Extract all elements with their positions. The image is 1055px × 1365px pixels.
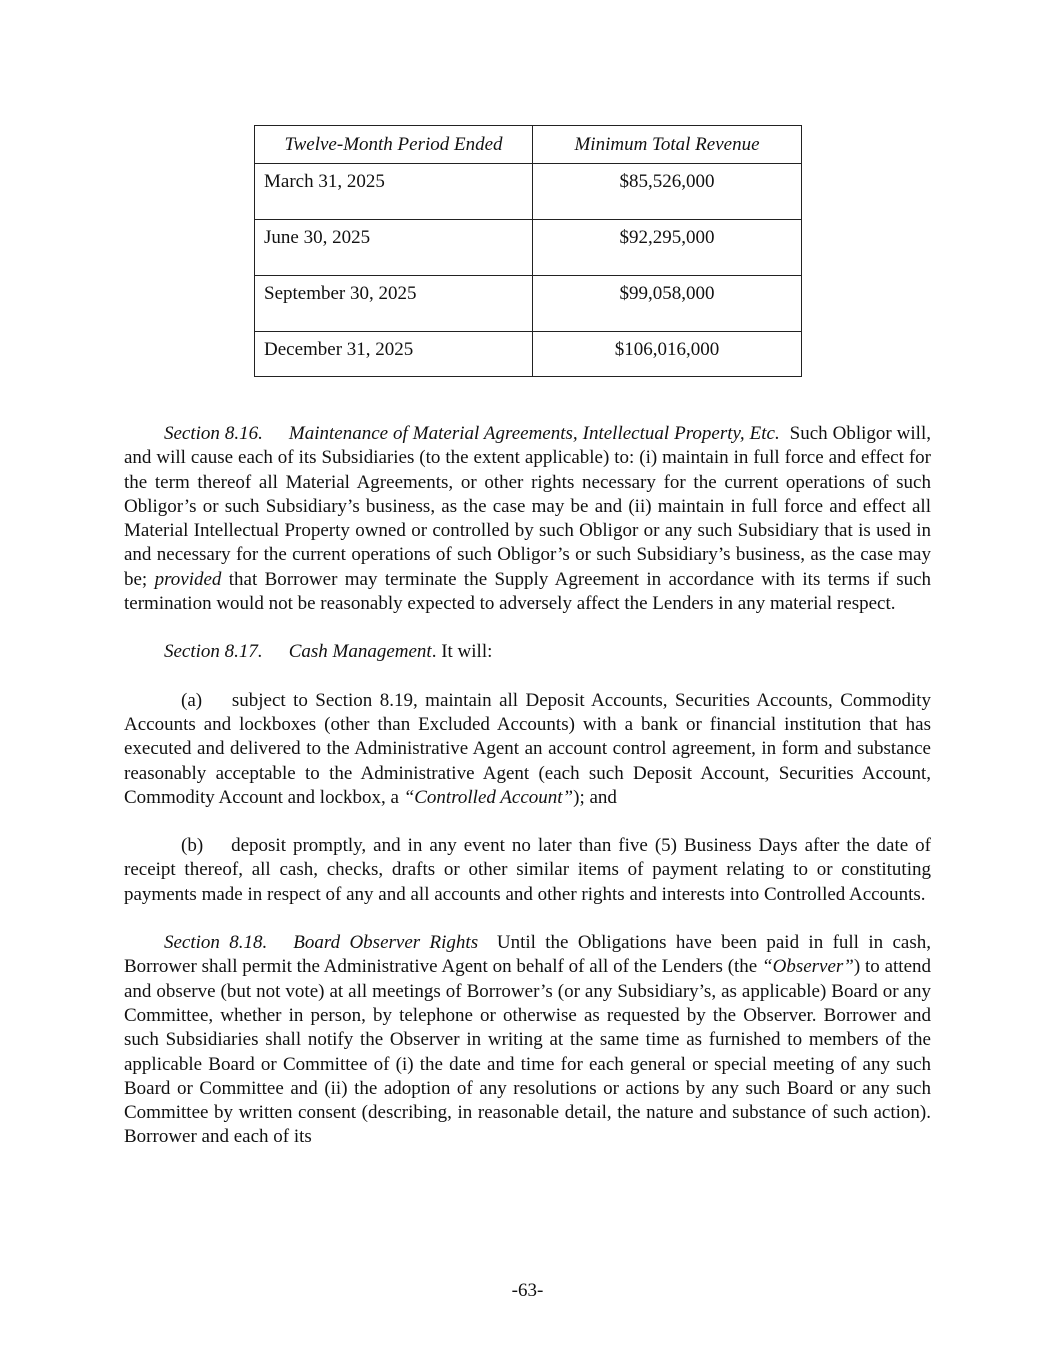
clause-label: (a) (181, 689, 203, 711)
table-row (255, 276, 802, 332)
table-row (255, 220, 802, 276)
revenue-cell: $92,295,000 (533, 220, 802, 276)
defined-term: “Controlled Account” (403, 786, 574, 808)
period-cell: March 31, 2025 (255, 164, 533, 220)
column-header-period: Twelve-Month Period Ended (255, 126, 533, 164)
section-title: Board Observer Rights (293, 932, 479, 954)
clause-text: deposit promptly, and in any event no later than five (5) Business Days after the date of receipt thereof, all cash, checks, drafts or other similar items of payment relating to or constituting payments made in respect of any and all accounts and other rights and interests into Controlled Accounts. (124, 835, 932, 905)
table-header-row (255, 126, 802, 164)
section-text-continued: ) to attend and observe (but not vote) at all meetings of Borrower’s (or any Subsidiary’s, as applicable) Board or any Committee, whether in person, by telephone or otherwise as requested by the Observer. Borrower and such Subsidiaries shall notify the Observer in writing at the same time as furnished to members of the applicable Board or Committee of (i) the date and time for each general or special meeting of any such Board or Committee and (ii) the adoption of any resolutions or actions by any such Board or any such Committee by written consent (describing, in reasonable detail, the nature and substance of such action). Borrower and each of its (124, 956, 931, 1148)
column-header-revenue: Minimum Total Revenue (533, 126, 802, 164)
section-number: Section 8.16. (164, 423, 263, 444)
clause-b (124, 834, 931, 907)
clause-label: (b) (181, 835, 204, 857)
document-body (124, 422, 931, 1174)
section-8-18 (124, 931, 931, 1150)
revenue-cell: $106,016,000 (533, 332, 802, 377)
section-text-continued: that Borrower may terminate the Supply Agreement in accordance with its terms if such termination would not be reasonably expected to adversely affect the Lenders in any material respect. (124, 568, 932, 615)
clause-a (124, 689, 931, 810)
section-text: Such Obligor will, and will cause each of its Subsidiaries (to the extent applicable) to: (i) maintain in full force and effect for the term thereof all Material Agreements, or other rights necessary for the current operations of such Obligor’s or such Subsidiary’s business, as the case may be and (ii) maintain in full force and effect all Material Intellectual Property owned or controlled by such Obligor or any such Subsidiary that is used in and necessary for the current operations of such Obligor’s or such Subsidiary’s business, as the case may be; (124, 423, 931, 590)
page-number: -63- (511, 1280, 544, 1301)
revenue-cell: $99,058,000 (533, 276, 802, 332)
section-intro: . It will: (431, 641, 493, 663)
clause-text: subject to Section 8.19, maintain all Deposit Accounts, Securities Accounts, Commodity Accounts and lockboxes (other than Excluded Accounts) with a bank or financial institution that has executed and delivered to the Administrative Agent an account control agreement, in form and substance reasonably acceptable to the Administrative Agent (each such Deposit Account, Securities Account, Commodity Account and lockbox, a (124, 689, 931, 808)
clause-end: ); and (573, 786, 617, 808)
provided-term: provided (154, 568, 222, 590)
section-title: Maintenance of Material Agreements, Intellectual Property, Etc. (288, 423, 780, 444)
section-number: Section 8.17. (164, 641, 263, 663)
section-title: Cash Management (288, 641, 432, 663)
revenue-cell: $85,526,000 (533, 164, 802, 220)
table-row (255, 332, 802, 377)
defined-term: “Observer” (762, 956, 854, 978)
minimum-revenue-table (254, 125, 802, 377)
period-cell: June 30, 2025 (255, 220, 533, 276)
section-text: Until the Obligations have been paid in full in cash, Borrower shall permit the Administrative Agent on behalf of all of the Lenders (the (124, 932, 931, 978)
period-cell: December 31, 2025 (255, 332, 533, 377)
section-8-17 (124, 640, 931, 664)
section-number: Section 8.18. (164, 932, 268, 954)
section-8-16 (124, 422, 931, 616)
table-row (255, 164, 802, 220)
period-cell: September 30, 2025 (255, 276, 533, 332)
